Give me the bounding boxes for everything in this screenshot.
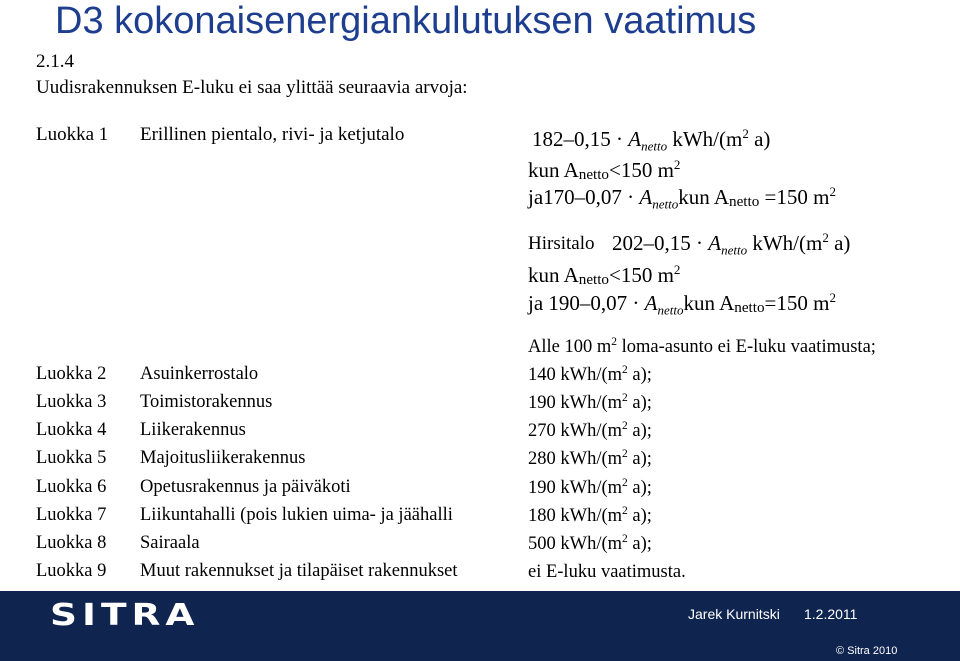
copyright-notice: © Sitra 2010 [836,645,898,657]
class1-condition: kun Anetto<150 $m^2$ [528,157,681,184]
hirsitalo-label: Hirsitalo [528,233,595,254]
presentation-date: 1.2.2011 [804,606,858,622]
hirsitalo-condition: kun Anetto<150 $m^2$ [528,262,681,289]
class1-formula-2: $ja170-0,07 \cdot A_{netto}kun$ Anetto =150 $m^2$ [528,184,836,212]
class1-formula: $182-0,15 \cdot A_{netto}$ kWh/($m^2$ a) [532,126,771,154]
class1-building: Erillinen pientalo, rivi- ja ketjutalo [140,124,405,145]
slide-title: D3 kokonaisenergiankulutuksen vaatimus [55,0,757,42]
hirsitalo-formula-2: ja $190-0,07 \cdot A_{netto}kun$ Anetto=150 $m^2$ [528,290,836,318]
hirsitalo-formula: $202-0,15 \cdot A_{netto}$ kWh/($m^2$ a) [612,230,851,258]
author-name: Jarek Kurnitski [688,606,780,622]
sitra-logo: SITRA [50,598,200,633]
intro-text: Uudisrakennuksen E-luku ei saa ylittää seuraavia arvoja: [36,77,468,98]
holiday-home-note: Alle 100 $m^2$ loma-asunto ei E-luku vaatimusta; [528,336,876,357]
class1-label: Luokka 1 [36,124,109,145]
section-number: 2.1.4 [36,51,74,72]
